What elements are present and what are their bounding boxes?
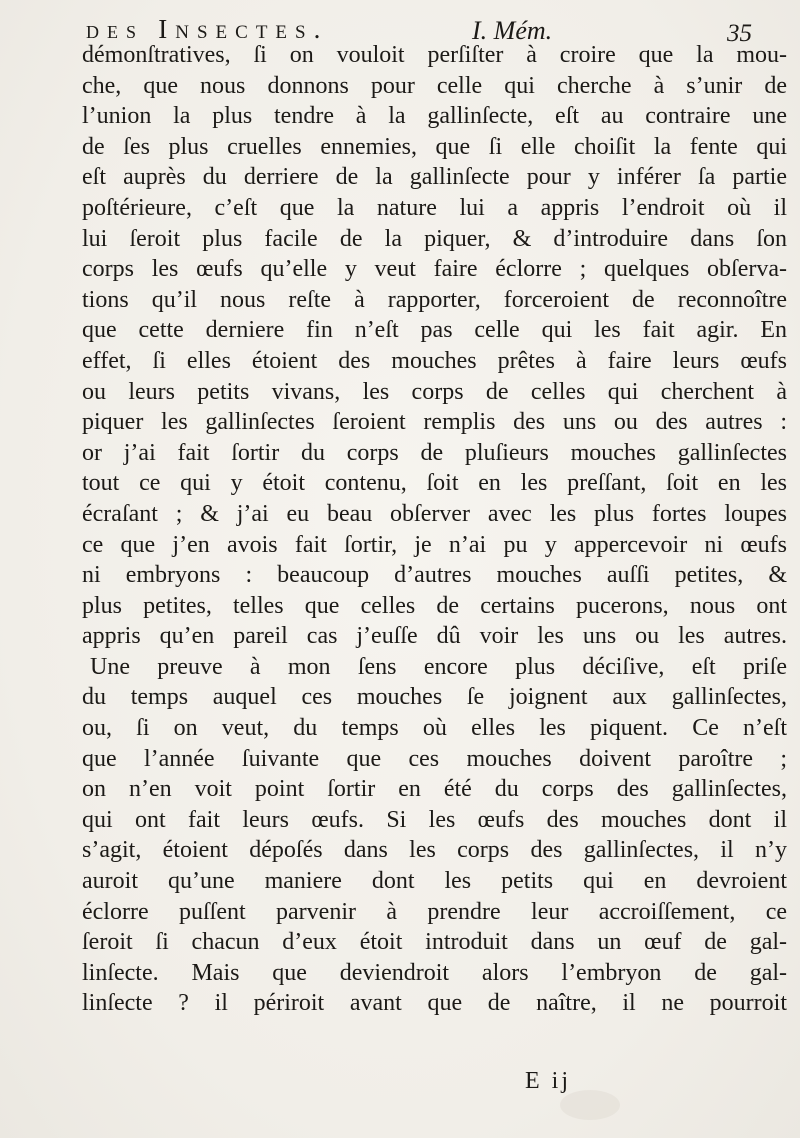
text-line: de ſes plus cruelles ennemies, que ſi elle choiſit la fente qui — [82, 133, 787, 160]
signature-mark: E ij — [525, 1068, 571, 1094]
text-line: auroit qu’une maniere dont les petits qui en devroient — [82, 868, 787, 895]
text-line: du temps auquel ces mouches ſe joignent aux gallinſectes, — [82, 684, 787, 711]
text-line: piquer les gallinſectes ſeroient remplis des uns ou des autres : — [82, 409, 787, 436]
text-line: ou leurs petits vivans, les corps de celles qui cherchent à — [82, 378, 787, 405]
text-line: Une preuve à mon ſens encore plus déciſive, eſt priſe — [90, 653, 787, 680]
text-line: que l’année ſuivante que ces mouches doivent paroître ; — [82, 745, 787, 772]
text-line: tions qu’il nous reſte à rapporter, forceroient de reconnoître — [82, 286, 787, 313]
text-line: ou, ſi on veut, du temps où elles les piquent. Ce n’eſt — [82, 715, 787, 742]
text-line: ſeroit ſi chacun d’eux étoit introduit dans un œuf de gal- — [82, 929, 787, 956]
text-line: eſt auprès du derriere de la gallinſecte pour y inférer ſa partie — [82, 164, 787, 191]
text-line: démonſtratives, ſi on vouloit perſiſter à croire que la mou- — [82, 42, 787, 68]
body-text — [82, 40, 787, 1019]
text-line: che, que nous donnons pour celle qui cherche à s’unir de — [82, 72, 787, 99]
text-line: l’union la plus tendre à la gallinſecte, eſt au contraire une — [82, 103, 787, 130]
memoire-label: I. Mém. — [472, 16, 553, 45]
text-line: tout ce qui y étoit contenu, ſoit en les preſſant, ſoit en les — [82, 470, 787, 497]
page-number: 35 — [727, 20, 752, 47]
text-line: or j’ai fait ſortir du corps de pluſieurs mouches gallinſectes — [82, 439, 787, 466]
text-line: on n’en voit point ſortir en été du corps des gallinſectes, — [82, 776, 787, 803]
text-line: qui ont fait leurs œufs. Si les œufs des mouches dont il — [82, 806, 787, 833]
text-line: ni embryons : beaucoup d’autres mouches auſſi petites, & — [82, 562, 787, 589]
text-line: appris qu’en pareil cas j’euſſe dû voir les uns ou les autres. — [82, 623, 787, 650]
text-line: écraſant ; & j’ai eu beau obſerver avec les plus fortes loupes — [82, 500, 787, 527]
text-line: plus petites, telles que celles de certains pucerons, nous ont — [82, 592, 787, 619]
text-line: s’agit, étoient dépoſés dans les corps des gallinſectes, il n’y — [82, 837, 787, 864]
text-line: que cette derniere fin n’eſt pas celle qui les fait agir. En — [82, 317, 787, 344]
running-head-word: Insectes. — [158, 14, 329, 44]
text-line: lui ſeroit plus facile de la piquer, & d’introduire dans ſon — [82, 225, 787, 252]
text-line: éclorre puſſent parvenir à prendre leur accroiſſement, ce — [82, 898, 787, 925]
text-line: poſtérieure, c’eſt que la nature lui a appris l’endroit où il — [82, 194, 787, 221]
text-line: linſecte. Mais que deviendroit alors l’embryon de gal- — [82, 959, 787, 986]
text-line: ce que j’en avois fait ſortir, je n’ai pu y appercevoir ni œufs — [82, 531, 787, 558]
text-line: corps les œufs qu’elle y veut faire éclorre ; quelques obſerva- — [82, 256, 787, 283]
text-line: linſecte ? il périroit avant que de naître, il ne pourroit — [82, 990, 787, 1017]
text-line: effet, ſi elles étoient des mouches prêtes à faire leurs œufs — [82, 347, 787, 374]
running-head-prefix: des — [86, 17, 145, 44]
